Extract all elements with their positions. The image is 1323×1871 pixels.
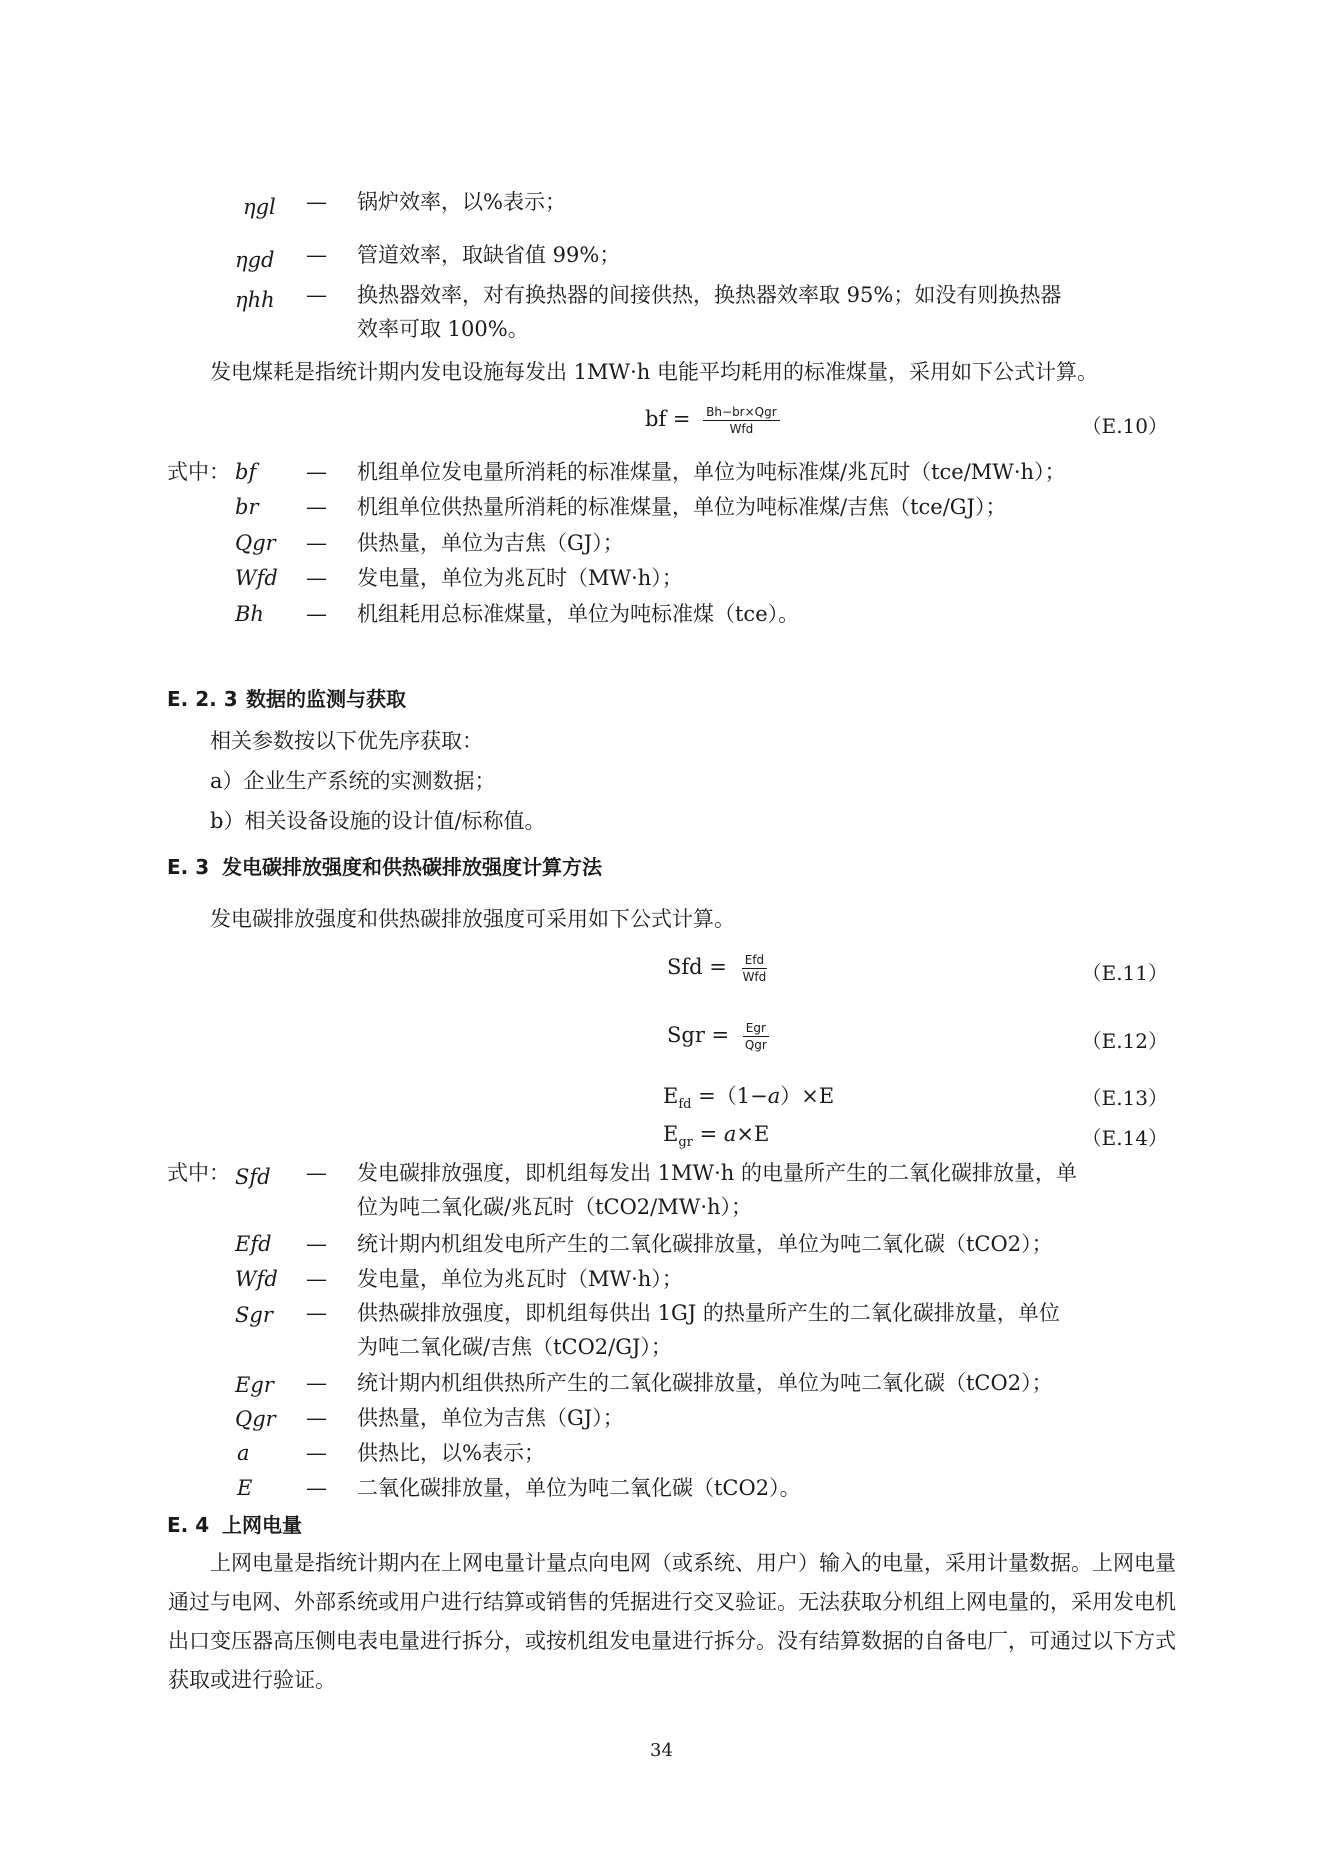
eq-italic: a	[767, 1084, 781, 1108]
eq-text: E	[663, 1122, 679, 1146]
definition-text: 发电量，单位为兆瓦时（MW·h）；	[357, 566, 683, 590]
definition-dash: —	[306, 1406, 327, 1430]
equation-e13	[663, 1080, 834, 1112]
definition-dash: —	[306, 1267, 327, 1291]
definition-dash: —	[306, 1161, 327, 1185]
symbol-qgr: Qgr	[235, 531, 276, 555]
symbol-eta-gl: ηgl	[243, 195, 276, 219]
definition-dash: —	[306, 495, 327, 519]
fraction-denominator: Qgr	[744, 1038, 767, 1052]
eq-text: ）×E	[780, 1084, 835, 1108]
e23-intro: 相关参数按以下优先序获取：	[210, 729, 483, 753]
coal-paragraph: 发电煤耗是指统计期内发电设施每发出 1MW·h 电能平均耗用的标准煤量，采用如下公式计算。	[210, 360, 1098, 384]
definition-text: 锅炉效率，以%表示；	[357, 190, 566, 214]
fraction-numerator: Bh−br×Qgr	[703, 404, 780, 421]
e3-intro: 发电碳排放强度和供热碳排放强度可采用如下公式计算。	[210, 907, 735, 931]
symbol-qgr: Qgr	[235, 1407, 276, 1431]
eq-text: ×E	[736, 1122, 770, 1146]
symbol-br: br	[235, 495, 259, 519]
section-number: E. 4	[167, 1513, 210, 1537]
equation-number: （E.10）	[1081, 414, 1168, 438]
definition-dash: —	[306, 190, 327, 214]
symbol-eta-gd: ηgd	[235, 248, 275, 272]
equation-number: （E.13）	[1081, 1086, 1168, 1110]
where-label: 式中：	[167, 1161, 230, 1185]
definition-dash: —	[306, 1441, 327, 1465]
section-title: 发电碳排放强度和供热碳排放强度计算方法	[222, 855, 602, 879]
definition-text: 二氧化碳排放量，单位为吨二氧化碳（tCO2）。	[357, 1476, 801, 1500]
symbol-bf: bf	[235, 460, 257, 484]
symbol-sfd: Sfd	[235, 1165, 271, 1189]
symbol-efd: Efd	[235, 1232, 272, 1256]
definition-dash: —	[306, 460, 327, 484]
equation-e11: Sfd = $\frac{\text{Efd}}{\text{Wfd}}$	[667, 952, 769, 985]
list-item: a）企业生产系统的实测数据；	[210, 769, 496, 793]
eq-subscript: gr	[678, 1135, 693, 1151]
section-number: E. 3	[167, 855, 210, 879]
equation-number: （E.14）	[1081, 1126, 1168, 1150]
symbol-egr: Egr	[235, 1373, 274, 1397]
section-title: 上网电量	[222, 1513, 302, 1537]
fraction	[740, 952, 770, 985]
definition-dash: —	[306, 283, 327, 307]
definition-text: 统计期内机组发电所产生的二氧化碳排放量，单位为吨二氧化碳（tCO2）；	[357, 1232, 1053, 1256]
symbol-a: a	[237, 1441, 250, 1465]
eq-subscript: fd	[678, 1097, 692, 1113]
equation-e10: bf = $\frac{\text{Bh−br×Qgr}}{\text{Wfd}}$	[645, 404, 780, 437]
where-label: 式中：	[167, 460, 230, 484]
definition-text-cont: 为吨二氧化碳/吉焦（tCO2/GJ）；	[357, 1335, 672, 1359]
definition-dash: —	[306, 1371, 327, 1395]
equation-lhs: Sfd	[667, 955, 703, 979]
definition-text: 机组单位发电量所消耗的标准煤量，单位为吨标准煤/兆瓦时（tce/MW·h）；	[357, 460, 1066, 484]
definition-text: 供热碳排放强度，即机组每供出 1GJ 的热量所产生的二氧化碳排放量，单位	[357, 1301, 1060, 1325]
definition-dash: —	[306, 531, 327, 555]
definition-text: 换热器效率，对有换热器的间接供热，换热器效率取 95%；如没有则换热器	[357, 283, 1062, 307]
section-number: E. 2. 3	[167, 687, 238, 711]
fraction-denominator: Wfd	[729, 422, 754, 436]
e4-paragraph: 上网电量是指统计期内在上网电量计量点向电网（或系统、用户）输入的电量，采用计量数据。上网电量通过与电网、外部系统或用户进行结算或销售的凭据进行交叉验证。无法获取分机组上网电量的，采用发电机出口变压器高压侧电表电量进行拆分，或按机组发电量进行拆分。没有结算数据的自备电厂，可通过以下方式获取或进行验证。	[168, 1551, 1176, 1692]
fraction-numerator: Efd	[742, 952, 767, 969]
definition-text: 发电量，单位为兆瓦时（MW·h）；	[357, 1267, 683, 1291]
definition-text: 发电碳排放强度，即机组每发出 1MW·h 的电量所产生的二氧化碳排放量，单	[357, 1161, 1077, 1185]
equation-lhs: bf	[645, 407, 667, 431]
eq-italic: a	[723, 1122, 737, 1146]
symbol-wfd: Wfd	[235, 566, 278, 590]
eq-text: E	[663, 1084, 679, 1108]
definition-dash: —	[306, 602, 327, 626]
list-item: b）相关设备设施的设计值/标称值。	[210, 809, 546, 833]
fraction	[742, 1020, 770, 1053]
page-number: 34	[650, 1740, 673, 1761]
definition-dash: —	[306, 1301, 327, 1325]
fraction-denominator: Wfd	[742, 970, 767, 984]
equation-lhs: Sgr	[667, 1023, 705, 1047]
section-title: 数据的监测与获取	[246, 687, 406, 711]
definition-dash: —	[306, 566, 327, 590]
symbol-sgr: Sgr	[235, 1303, 273, 1327]
definition-text-cont: 位为吨二氧化碳/兆瓦时（tCO2/MW·h）；	[357, 1195, 753, 1219]
eq-text: =（1−	[691, 1084, 768, 1108]
definition-text: 机组单位供热量所消耗的标准煤量，单位为吨标准煤/吉焦（tce/GJ）；	[357, 495, 1007, 519]
fraction-numerator: Egr	[743, 1020, 769, 1037]
symbol-eta-hh: ηhh	[235, 288, 275, 312]
definition-text: 供热量，单位为吉焦（GJ）；	[357, 531, 624, 555]
equation-e12: Sgr = $\frac{\text{Egr}}{\text{Qgr}}$	[667, 1020, 770, 1053]
equation-number: （E.12）	[1081, 1029, 1168, 1053]
fraction	[703, 404, 780, 437]
eq-text: =	[692, 1122, 724, 1146]
definition-text: 统计期内机组供热所产生的二氧化碳排放量，单位为吨二氧化碳（tCO2）；	[357, 1371, 1053, 1395]
definition-text-cont: 效率可取 100%。	[357, 317, 529, 341]
symbol-bh: Bh	[235, 602, 264, 626]
definition-text: 机组耗用总标准煤量，单位为吨标准煤（tce）。	[357, 602, 800, 626]
equation-number: （E.11）	[1081, 961, 1168, 985]
definition-dash: —	[306, 1476, 327, 1500]
symbol-e: E	[237, 1476, 253, 1500]
definition-text: 管道效率，取缺省值 99%；	[357, 243, 621, 267]
definition-text: 供热比，以%表示；	[357, 1441, 545, 1465]
definition-dash: —	[306, 243, 327, 267]
definition-text: 供热量，单位为吉焦（GJ）；	[357, 1406, 624, 1430]
definition-dash: —	[306, 1232, 327, 1256]
equation-e14	[663, 1122, 769, 1150]
symbol-wfd: Wfd	[235, 1267, 278, 1291]
